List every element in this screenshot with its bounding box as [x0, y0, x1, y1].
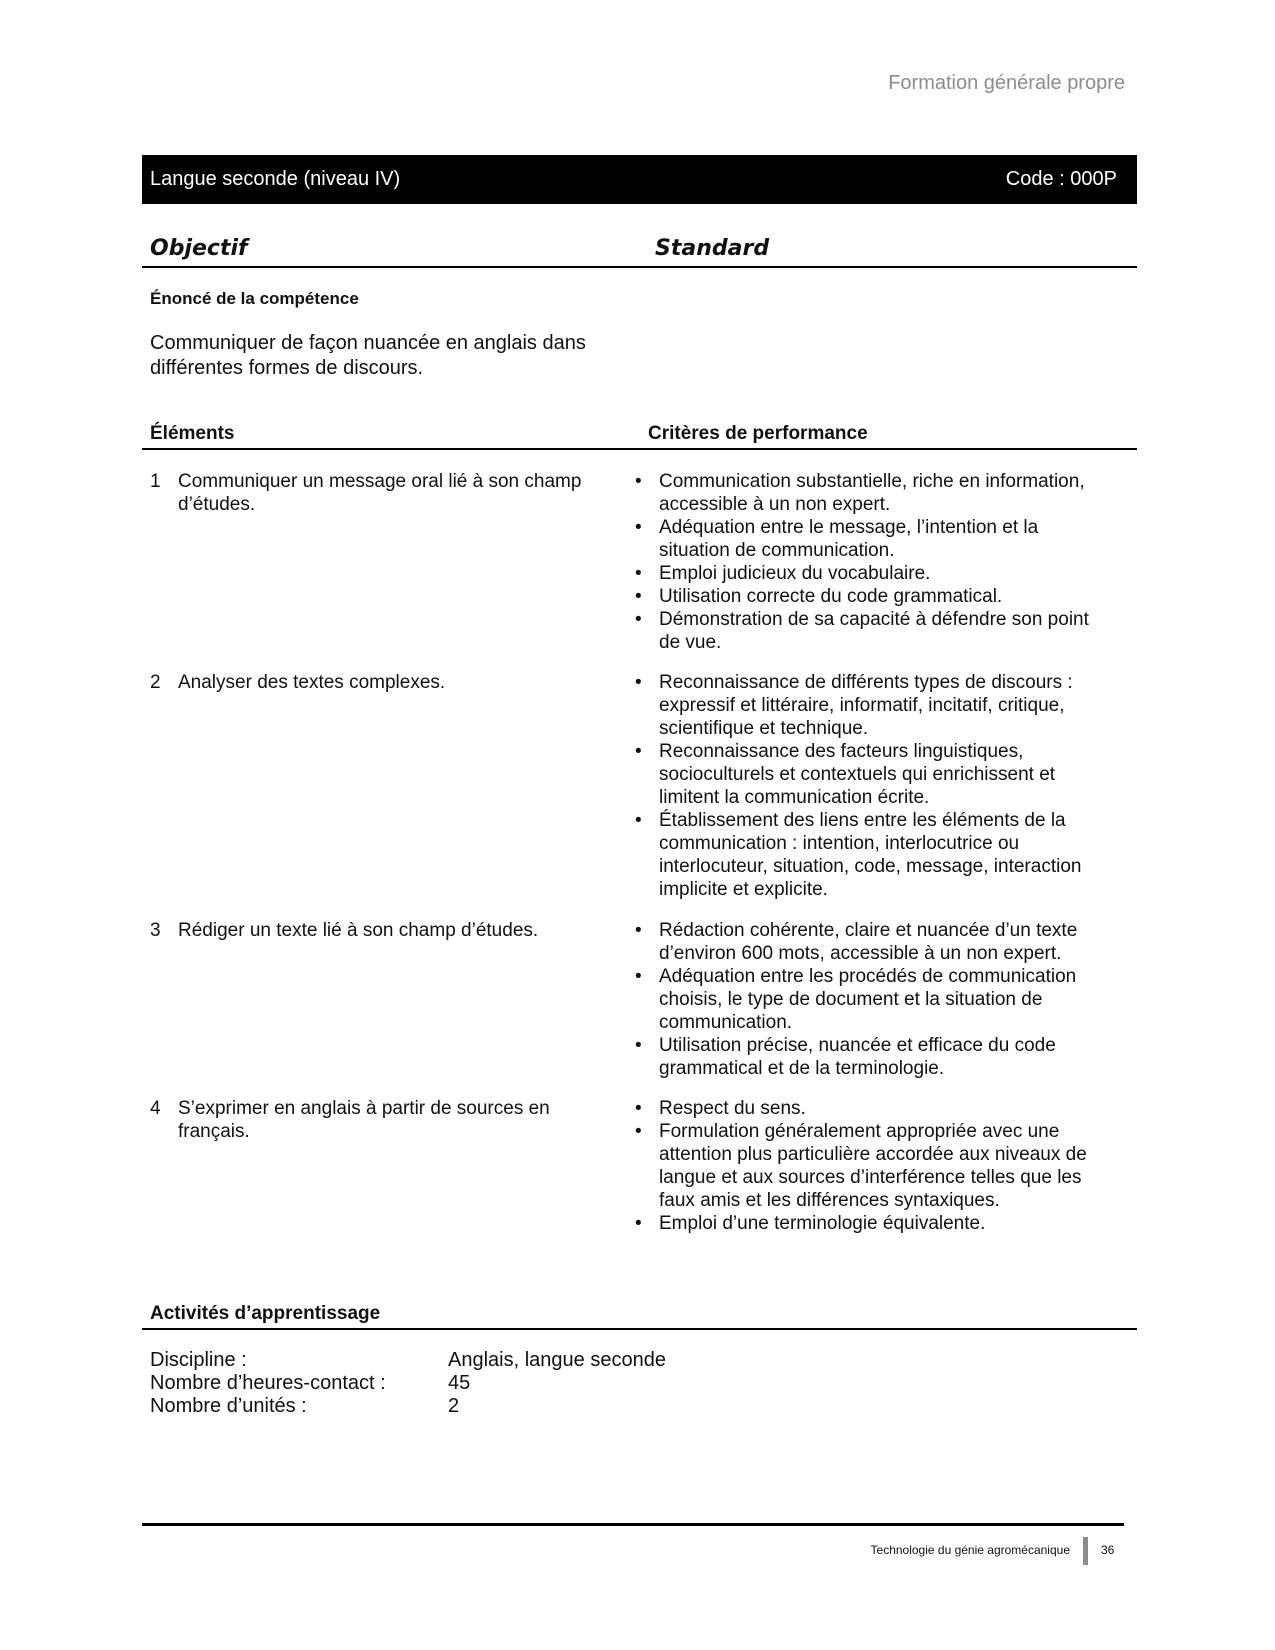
elements-heading: Éléments: [150, 423, 235, 444]
element-number: 3: [150, 920, 161, 941]
info-label: Nombre d’unités :: [150, 1395, 307, 1417]
criterion-item: • Reconnaissance des facteurs linguistiques, socioculturels et contextuels qui enrichissent et limitent la communication écrite.: [632, 740, 1112, 809]
info-label: Discipline :: [150, 1349, 247, 1371]
criteria-cell: [632, 470, 1112, 654]
criterion-item: • Adéquation entre les procédés de communication choisis, le type de document et la situation de communication.: [632, 965, 1112, 1034]
element-cell: [142, 671, 632, 901]
column-headings: [142, 232, 1137, 268]
competence-heading: Énoncé de la compétence: [150, 289, 359, 308]
standard-heading: Standard: [655, 236, 770, 261]
footer-rule: [142, 1523, 1124, 1526]
criterion-item: • Adéquation entre le message, l’intention et la situation de communication.: [632, 516, 1112, 562]
footer-separator: [1083, 1537, 1088, 1565]
element-text: Analyser des textes complexes.: [178, 672, 446, 693]
info-value: Anglais, langue seconde: [448, 1349, 666, 1371]
elements-table: [142, 470, 1137, 1251]
element-row: [142, 470, 1137, 654]
criteria-heading: Critères de performance: [648, 423, 868, 444]
criteria-cell: [632, 919, 1112, 1080]
criteria-list: [632, 1097, 1112, 1235]
criteria-cell: [632, 671, 1112, 901]
element-text: Rédiger un texte lié à son champ d’études.: [178, 920, 539, 941]
info-row: [150, 1349, 666, 1372]
info-label: Nombre d’heures-contact :: [150, 1372, 386, 1394]
element-row: [142, 919, 1137, 1080]
criterion-item: • Utilisation précise, nuancée et efficace du code grammatical et de la terminologie.: [632, 1034, 1112, 1080]
element-cell: [142, 1097, 632, 1235]
activities-info: [150, 1349, 666, 1418]
criteria-cell: [632, 1097, 1112, 1235]
criterion-item: • Établissement des liens entre les éléments de la communication : intention, interlocutrice ou interlocuteur, situation, code, message, interaction implicite et explicite.: [632, 809, 1112, 901]
activities-rule: [142, 1328, 1137, 1330]
running-header: Formation générale propre: [888, 72, 1125, 94]
course-title-bar: [142, 155, 1137, 204]
element-row: [142, 671, 1137, 901]
element-cell: [142, 470, 632, 654]
activities-heading: Activités d’apprentissage: [150, 1303, 381, 1324]
element-number: 2: [150, 672, 161, 693]
criterion-item: • Rédaction cohérente, claire et nuancée d’un texte d’environ 600 mots, accessible à un non expert.: [632, 919, 1112, 965]
element-text: S’exprimer en anglais à partir de sources en français.: [178, 1098, 550, 1142]
criterion-item: • Utilisation correcte du code grammatical.: [632, 585, 1112, 608]
info-value: 45: [448, 1372, 471, 1394]
element-number: 4: [150, 1098, 161, 1119]
course-title: Langue seconde (niveau IV): [150, 168, 401, 190]
elements-rule: [142, 448, 1137, 450]
element-text: Communiquer un message oral lié à son champ d’études.: [178, 471, 582, 515]
criteria-list: [632, 671, 1112, 901]
element-number: 1: [150, 471, 161, 492]
criterion-item: • Reconnaissance de différents types de discours : expressif et littéraire, informatif, incitatif, critique, scientifique et technique.: [632, 671, 1112, 740]
criterion-item: • Démonstration de sa capacité à défendre son point de vue.: [632, 608, 1112, 654]
element-cell: [142, 919, 632, 1080]
course-code: Code : 000P: [1005, 168, 1117, 190]
footer-document-title: Technologie du génie agromécanique: [870, 1543, 1070, 1557]
info-value: 2: [448, 1395, 460, 1417]
criterion-item: • Formulation généralement appropriée avec une attention plus particulière accordée aux niveaux de langue et aux sources d’interférence telles que les faux amis et les différences syntaxiques.: [632, 1120, 1112, 1212]
page-number: 36: [1101, 1543, 1115, 1557]
info-row: [150, 1395, 666, 1418]
criteria-list: [632, 470, 1112, 654]
criterion-item: • Emploi d’une terminologie équivalente.: [632, 1212, 1112, 1235]
criterion-item: • Respect du sens.: [632, 1097, 1112, 1120]
criterion-item: • Communication substantielle, riche en information, accessible à un non expert.: [632, 470, 1112, 516]
criteria-list: [632, 919, 1112, 1080]
element-row: [142, 1097, 1137, 1235]
criterion-item: • Emploi judicieux du vocabulaire.: [632, 562, 1112, 585]
competence-statement: Communiquer de façon nuancée en anglais dans différentes formes de discours.: [150, 332, 586, 379]
objectif-heading: Objectif: [150, 236, 248, 261]
info-row: [150, 1372, 666, 1395]
